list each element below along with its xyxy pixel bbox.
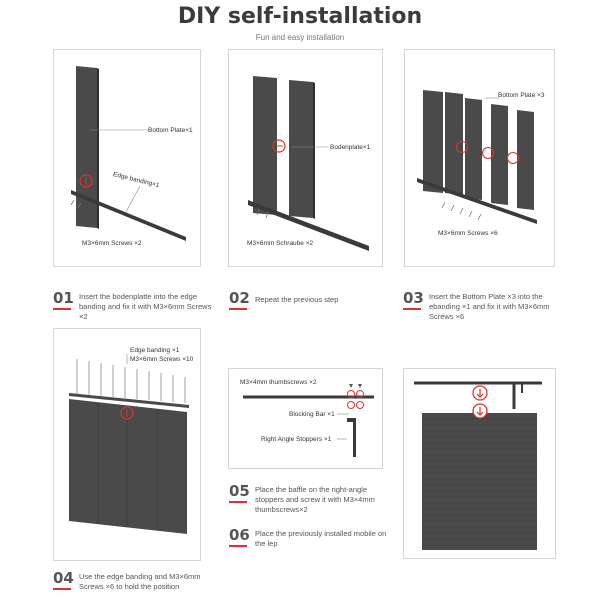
panel-step-6 [403, 368, 556, 559]
illustration-step-4 [54, 329, 202, 562]
step-03 [403, 291, 563, 327]
step-underline [229, 545, 247, 547]
label-edge-banding: Edge banding×1 [112, 171, 161, 190]
step-06 [229, 528, 389, 558]
panel-step-2 [228, 49, 383, 267]
label-screws-10: M3×6mm Screws ×10 [130, 356, 194, 363]
step-01 [53, 291, 213, 327]
step-underline [403, 308, 421, 310]
step-text: Insert the Bottom Plate ×3 into the ebanding ×1 and fix it with M3×6mm Screws ×6 [429, 292, 550, 321]
step-number: 04 [53, 569, 74, 587]
step-text: Repeat the previous step [255, 295, 339, 304]
label-screws: M3×6mm Screws ×2 [82, 240, 142, 247]
label-stoppers: Right Angle Stoppers ×1 [261, 436, 332, 443]
label-bodenplatte: Bodenplate×1 [330, 144, 371, 151]
step-underline [53, 308, 71, 310]
page-subtitle: Fun and easy installation [255, 33, 345, 42]
label-bottom-plate-3: Bottom Plate ×3 [498, 92, 545, 99]
panel-step-5 [228, 368, 383, 469]
illustration-step-2 [229, 50, 384, 268]
label-blocking-bar: Blocking Bar ×1 [289, 411, 335, 418]
step-02 [229, 291, 389, 327]
label-bottom-plate: Bottom Plate×1 [148, 127, 193, 134]
illustration-step-6 [404, 369, 557, 560]
step-text: Use the edge banding and M3×6mm Screws ×6 to hold the position [79, 572, 201, 591]
panel-step-3 [404, 49, 555, 267]
step-05 [229, 484, 389, 520]
arrow-marker-icon [508, 153, 519, 164]
step-number: 03 [403, 289, 424, 307]
label-edge-banding-4: Edge banding ×1 [130, 347, 180, 354]
step-text: Insert the bodenplatte into the edge banding and fix it with M3×6mm Screws ×2 [79, 292, 212, 321]
step-number: 05 [229, 482, 250, 500]
step-underline [229, 501, 247, 503]
illustration-step-1 [54, 50, 202, 268]
step-04 [53, 571, 223, 599]
panel-step-1 [53, 49, 201, 267]
step-number: 01 [53, 289, 74, 307]
step-number: 06 [229, 526, 250, 544]
step-underline [229, 308, 247, 310]
label-thumbscrews: M3×4mm thumbscrews ×2 [240, 379, 317, 386]
step-underline [53, 588, 71, 590]
step-text: Place the baffle on the right-angle stoppers and screw it with M3×4mm thumbscrews×2 [255, 485, 375, 514]
step-number: 02 [229, 289, 250, 307]
panel-step-4 [53, 328, 201, 561]
step-text: Place the previously installed mobile on the lep [255, 529, 387, 548]
page-title: DIY self-installation [177, 4, 423, 29]
label-screws-6: M3×6mm Screws ×6 [438, 230, 498, 237]
label-schraube: M3×6mm Schraube ×2 [247, 240, 314, 247]
